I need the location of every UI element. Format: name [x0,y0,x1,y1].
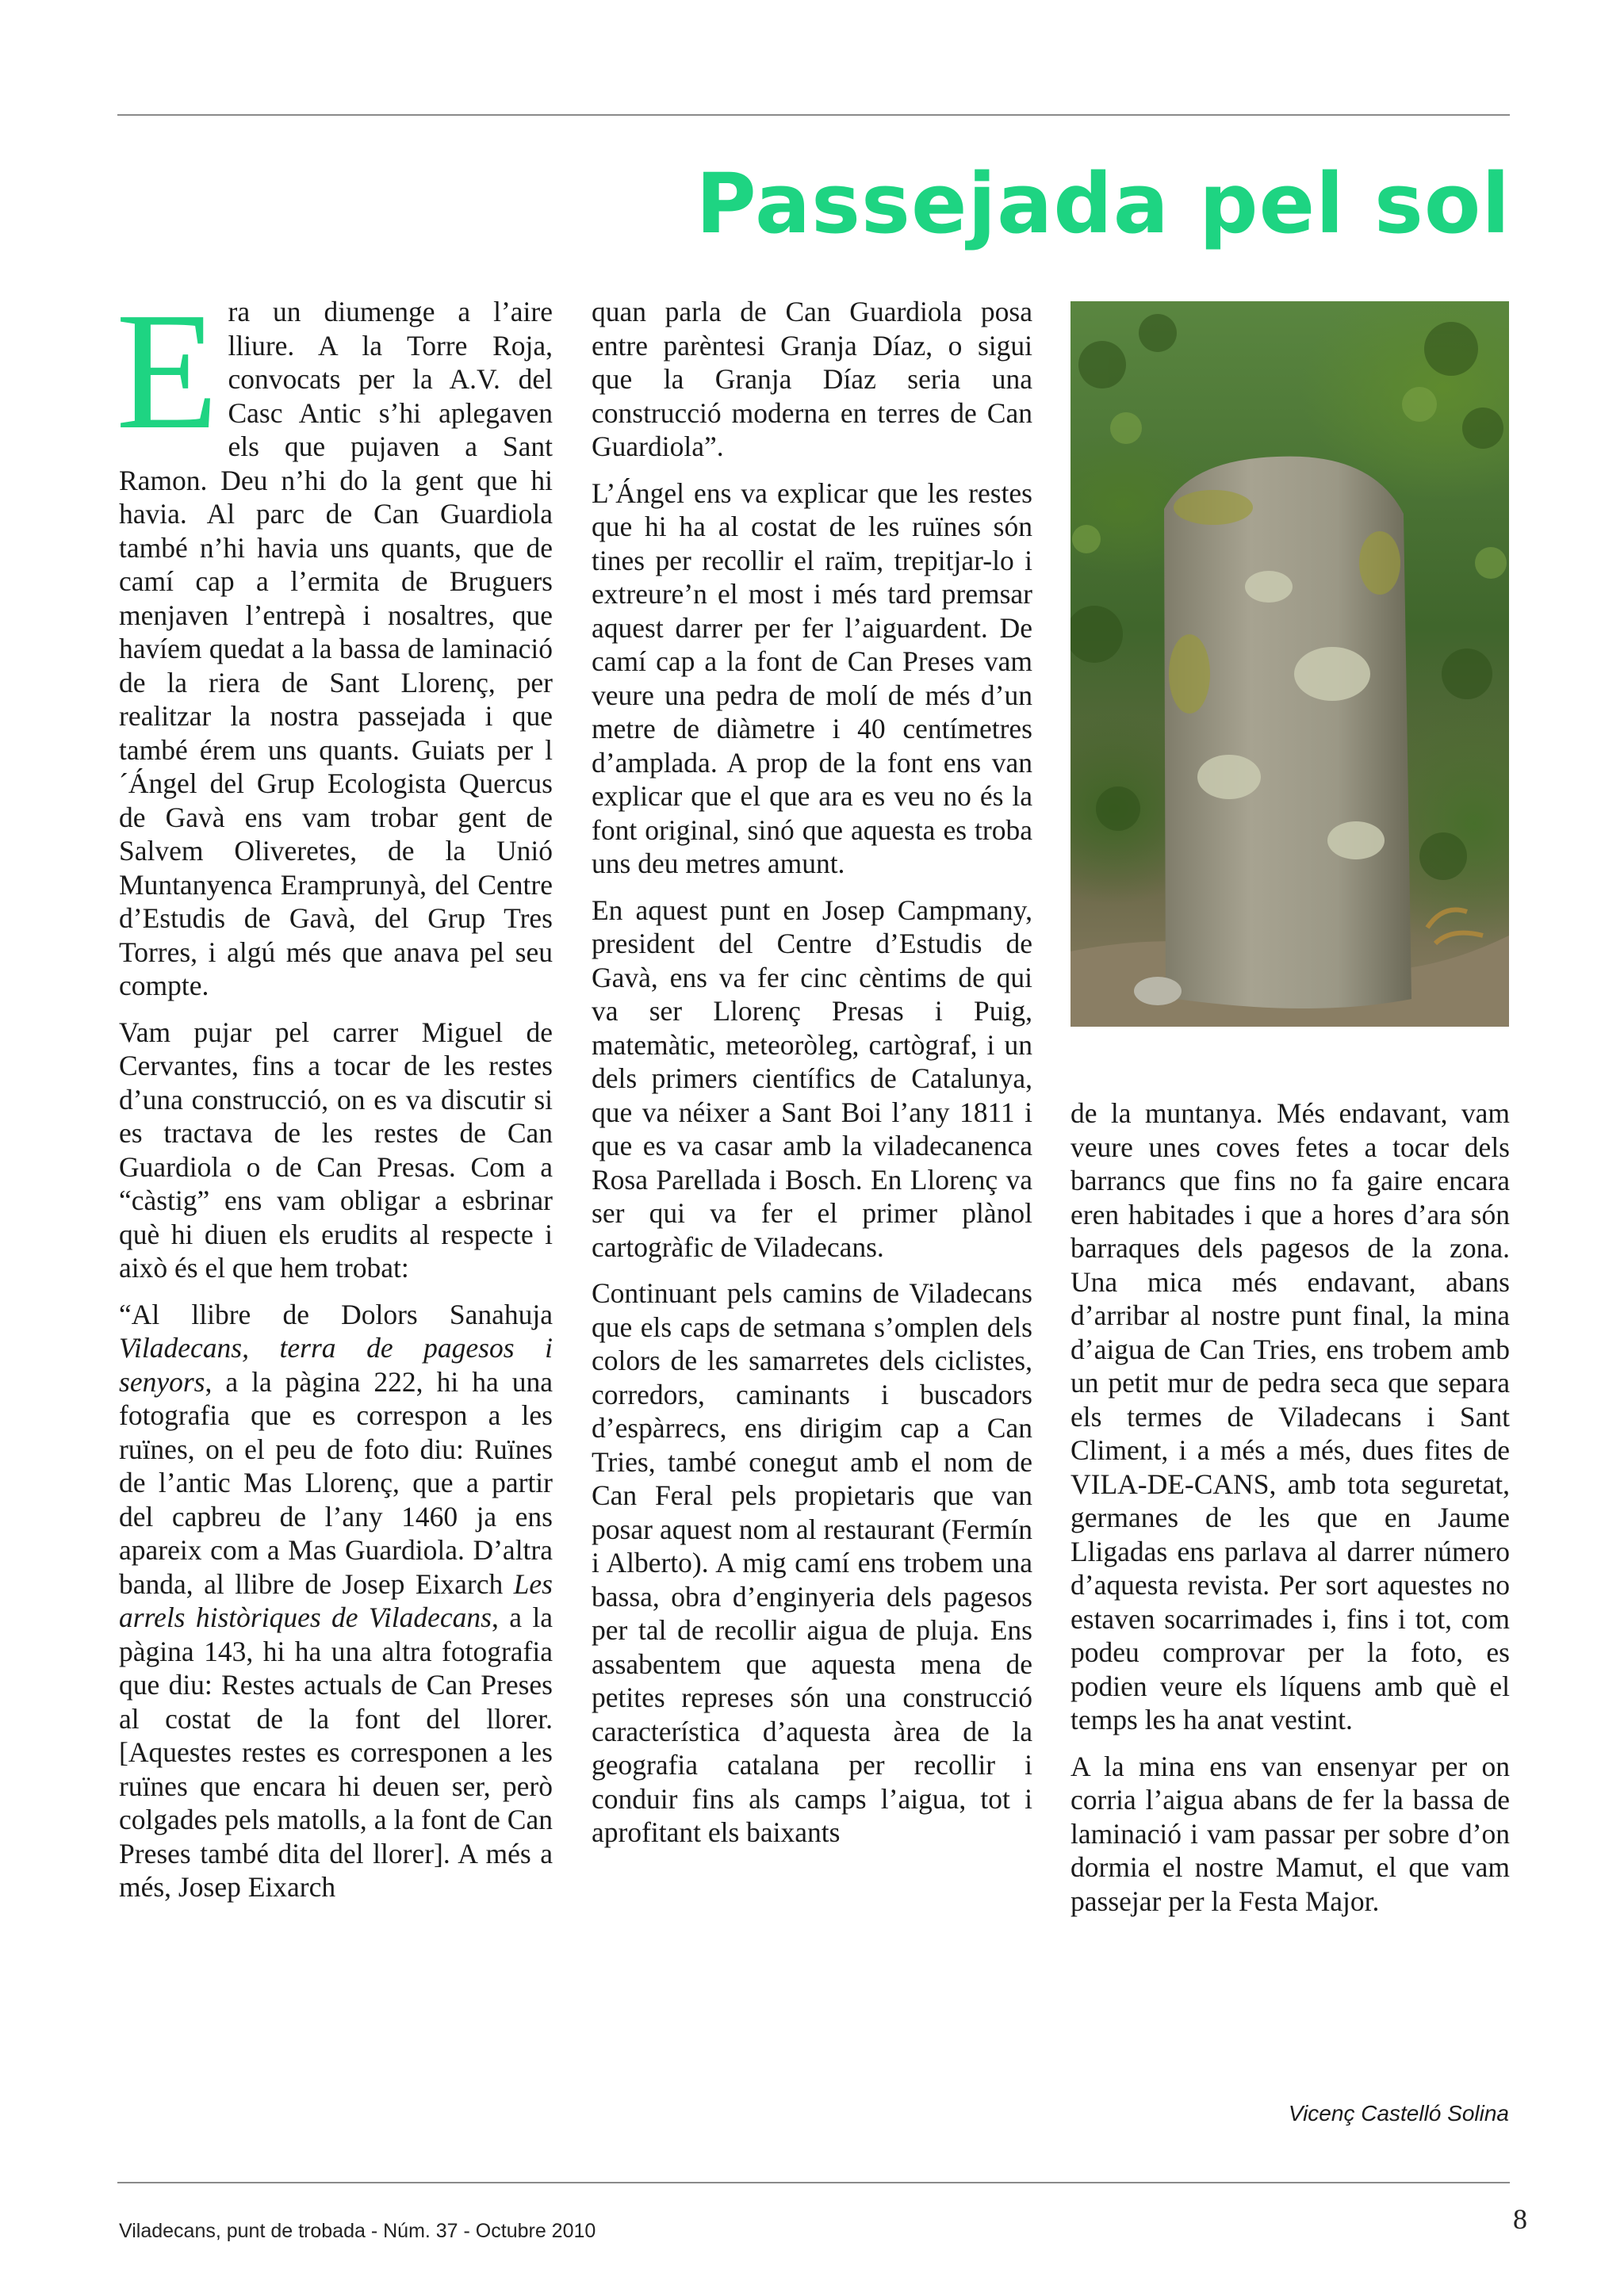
top-rule [117,114,1510,116]
paragraph: A la mina ens van ensenyar per on corria l’aigua abans de fer la bassa de laminació i vam passar per sobre d’on dormia el nostre Mamut, el que vam passejar per la Festa Major. [1071,1750,1510,1917]
paragraph: quan parla de Can Guardiola posa entre parèntesi Granja Díaz, o sigui que la Granja Díaz seria una construcció moderna en terres de Can Guardiola”. [592,296,1032,462]
bottom-rule [117,2182,1510,2183]
author-signature: Vicenç Castelló Solina [1288,2101,1509,2126]
drop-cap: E [116,277,219,464]
quote-paragraph: “Al llibre de Dolors Sanahuja Viladecans, terra de pagesos i senyors, a la pàgina 222, hi ha una fotografia que es correspon a les ruïnes, on el peu de foto diu: Ruïnes de l’antic Mas Llorenç, que a partir del capbreu de l’any 1460 ja ens apareix com a Mas Guardiola. D’altra banda, al llibre de Josep Eixarch Les arrels històriques de Viladecans, a la pàgina 143, hi ha una altra fotografia que diu: Restes actuals de Can Preses al costat de la font del llorer. [Aquestes restes es corresponen a les ruïnes que encara hi deuen ser, però colgades pels matolls, a la font de Can Preses també dita del llorer]. A més a més, Josep Eixarch [119,1298,553,1903]
paragraph-intro-text: ra un diumenge a l’aire lliure. A la Torre Roja, convocats per la A.V. del Casc Antic s’hi aplegaven els que pujaven a Sant Ramon. Deu n’hi do la gent que hi havia. Al parc de Can Guardiola també n’hi havia uns quants, que de camí cap a l’ermita de Bruguers menjaven l’entrepà i nosaltres, que havíem quedat a la bassa de laminació de la riera de Sant Llorenç, per realitzar la nostra passejada i que també érem uns quants. Guiats per l´Ángel del Grup Ecologista Quercus de Gavà ens vam trobar gent de Salvem Oliveretes, de la Unió Muntanyenca Eramprunyà, del Centre d’Estudis de Gavà, del Grup Tres Torres, i algú més que anava pel seu compte. [119,296,553,1001]
footer-publication: Viladecans, punt de trobada - Núm. 37 - Octubre 2010 [119,2220,596,2242]
paragraph: Continuant pels camins de Viladecans que els caps de setmana s’omplen dels colors de les samarretes dels ciclistes, corredors, caminants i buscadors d’espàrrecs, ens dirigim cap a Can Tries, també conegut amb el nom de Can Feral pels propietaris que van posar aquest nom al restaurant (Fermín i Alberto). A mig camí ens trobem una bassa, obra d’enginyeria dels pagesos per tal de recollir aigua de pluja. Ens assabentem que aquesta mena de petites represes són una construcció característica d’aquesta àrea de la geografia catalana per recollir i conduir fins als camps l’aigua, tot i aprofitant els baixants [592,1277,1032,1848]
book-title: Viladecans, terra de pagesos i senyors [119,1332,553,1398]
boundary-stone-illustration [1071,301,1509,1027]
paragraph: de la muntanya. Més endavant, vam veure unes coves fetes a tocar dels barrancs que fins no fa gaire encara eren habitades i que a hores d’ara són barraques dels pagesos de la zona. Una mica més endavant, abans d’arribar al nostre punt final, la mina d’aigua de Can Tries, ens trobem amb un petit mur de pedra seca que separa els termes de Viladecans i Sant Climent, i a més a més, dues fites de VILA-DE-CANS, amb tota seguretat, germanes de les que en Jaume Lligadas ens parlava al darrer número d’aquesta revista. Per sort aquestes no estaven socarrimades i, fins i tot, com podeu comprovar per la foto, es podien veure els líquens amb què el temps les ha anat vestint. [1071,1097,1510,1735]
article-title: Passejada pel sol [695,155,1511,252]
column-2 [592,295,1032,1862]
paragraph: Vam pujar pel carrer Miguel de Cervantes, fins a tocar de les restes d’una construcció, on es va discutir si es tractava de les restes de Can Guardiola o de Can Presas. Com a “càstig” ens vam obligar a esbrinar què hi diuen els erudits al respecte i això és el que hem trobat: [119,1016,553,1284]
paragraph-intro [116,277,553,1003]
column-3 [1071,1096,1510,1931]
book-title: Les arrels històriques de Viladecans [119,1567,553,1633]
page-number: 8 [1513,2203,1527,2235]
boundary-stone-photo [1071,301,1509,1027]
column-1 [116,277,553,1917]
paragraph: L’Ángel ens va explicar que les restes que hi ha al costat de les ruïnes són tines per recollir el raïm, trepitjar-lo i extreure’n el most i més tard premsar aquest darrer per fer l’aiguardent. De camí cap a la font de Can Preses vam veure una pedra de molí de més d’un metre de diàmetre i 40 centímetres d’amplada. A prop de la font ens van explicar que el que ara es veu no és la font original, sinó que aquesta es troba uns deu metres amunt. [592,476,1032,879]
paragraph: En aquest punt en Josep Campmany, president del Centre d’Estudis de Gavà, ens va fer cinc cèntims de qui va ser Llorenç Presas i Puig, matemàtic, meteoròleg, cartògraf, i un dels primers científics de Catalunya, que va néixer a Sant Boi l’any 1811 i que es va casar amb la viladecanenca Rosa Parellada i Bosch. En Llorenç va ser qui va fer el primer plànol cartogràfic de Viladecans. [592,894,1032,1263]
